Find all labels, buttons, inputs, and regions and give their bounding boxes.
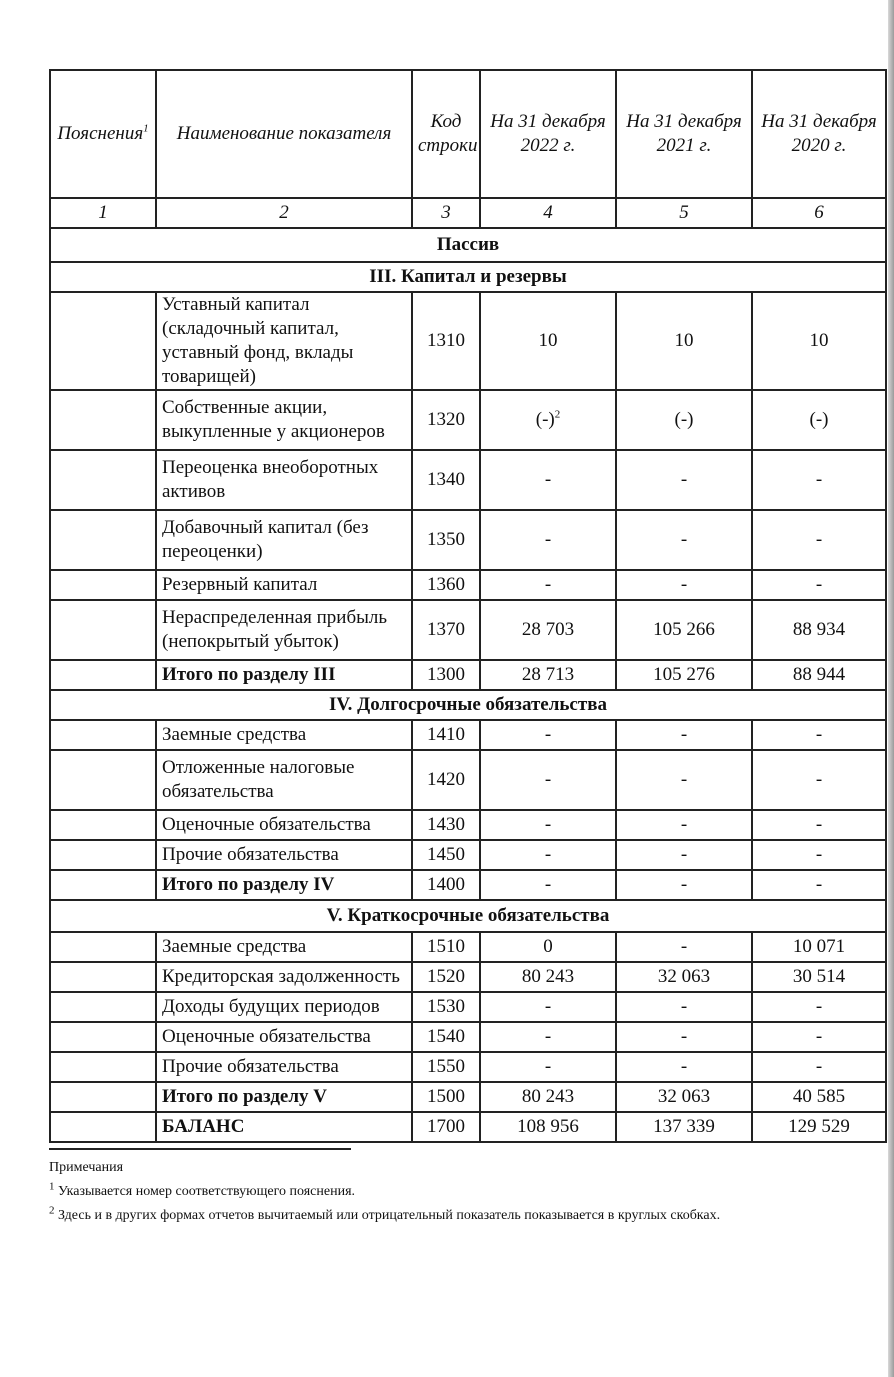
table-row (50, 570, 886, 600)
value-2022: - (480, 450, 616, 510)
table-row (50, 390, 886, 450)
value-2020: - (752, 992, 886, 1022)
value-2021: - (616, 510, 752, 570)
value-2021: - (616, 840, 752, 870)
value-2022: 28 713 (480, 660, 616, 690)
section-heading-row (50, 262, 886, 292)
value-2020: - (752, 450, 886, 510)
passive-title-row (50, 228, 886, 262)
column-numbers-row (50, 198, 886, 228)
row-code: 1540 (412, 1022, 480, 1052)
notes-cell (50, 1082, 156, 1112)
value-2021: 105 266 (616, 600, 752, 660)
column-number: 4 (480, 198, 616, 228)
row-name: Отложенные налоговые обязательства (156, 750, 412, 810)
notes-cell (50, 390, 156, 450)
footnotes (49, 1148, 869, 1228)
footnote-divider (49, 1148, 351, 1150)
table-row (50, 810, 886, 840)
table-row (50, 600, 886, 660)
value-2021: - (616, 810, 752, 840)
value-2022: - (480, 750, 616, 810)
balance-total-row (50, 1112, 886, 1142)
notes-cell (50, 962, 156, 992)
footnote-1: $^1$ Указывается номер соответствующего пояснения. (49, 1180, 356, 1199)
notes-cell (50, 1052, 156, 1082)
row-code: 1310 (412, 292, 480, 390)
value-2020: 88 944 (752, 660, 886, 690)
row-code: 1420 (412, 750, 480, 810)
value-2022: 80 243 (480, 1082, 616, 1112)
column-number: 2 (156, 198, 412, 228)
header-2021: На 31 декабря 2021 г. (616, 70, 752, 198)
notes-cell (50, 510, 156, 570)
value-2021: 105 276 (616, 660, 752, 690)
value-2020: - (752, 840, 886, 870)
row-code: 1410 (412, 720, 480, 750)
header-2022: На 31 декабря 2022 г. (480, 70, 616, 198)
row-name: Добавочный капитал (без переоценки) (156, 510, 412, 570)
total-row (50, 1082, 886, 1112)
notes-cell (50, 810, 156, 840)
column-number: 6 (752, 198, 886, 228)
row-code: 1430 (412, 810, 480, 840)
row-code: 1520 (412, 962, 480, 992)
value-2020: 88 934 (752, 600, 886, 660)
notes-cell (50, 292, 156, 390)
row-name: Итого по разделу V (156, 1082, 412, 1112)
notes-cell (50, 870, 156, 900)
row-name: Уставный капитал (складочный капитал, уставный фонд, вклады товарищей) (156, 292, 412, 390)
value-2022: - (480, 720, 616, 750)
section-iv-title: IV. Долгосрочные обязательства (50, 690, 886, 720)
value-2021: - (616, 750, 752, 810)
value-2021: - (616, 570, 752, 600)
notes-cell (50, 840, 156, 870)
row-name: Заемные средства (156, 720, 412, 750)
value-2022: - (480, 1052, 616, 1082)
row-code: 1400 (412, 870, 480, 900)
table-row (50, 1022, 886, 1052)
row-name: Переоценка внеоборотных активов (156, 450, 412, 510)
value-2021: 137 339 (616, 1112, 752, 1142)
row-code: 1700 (412, 1112, 480, 1142)
row-name: Резервный капитал (156, 570, 412, 600)
value-2020: - (752, 810, 886, 840)
notes-cell (50, 660, 156, 690)
table-row (50, 1052, 886, 1082)
value-2020: 40 585 (752, 1082, 886, 1112)
value-2022: - (480, 510, 616, 570)
footnotes-title: Примечания (49, 1160, 124, 1175)
row-code: 1350 (412, 510, 480, 570)
passive-title: Пассив (50, 228, 886, 262)
value-2021: - (616, 450, 752, 510)
value-2020: - (752, 720, 886, 750)
value-2020: - (752, 750, 886, 810)
row-name: Итого по разделу III (156, 660, 412, 690)
column-number: 1 (50, 198, 156, 228)
row-code: 1450 (412, 840, 480, 870)
value-2022: $(-)^2$ (480, 390, 616, 450)
table-row (50, 510, 886, 570)
value-2021: - (616, 992, 752, 1022)
value-2021: - (616, 870, 752, 900)
notes-cell (50, 450, 156, 510)
row-name: Нераспределенная прибыль (непокрытый убыток) (156, 600, 412, 660)
row-code: 1320 (412, 390, 480, 450)
row-code: 1370 (412, 600, 480, 660)
table-row (50, 720, 886, 750)
value-2021: - (616, 932, 752, 962)
notes-cell (50, 570, 156, 600)
header-2020: На 31 декабря 2020 г. (752, 70, 886, 198)
balance-table (49, 69, 887, 1143)
footnote-2: $^2$ Здесь и в других формах отчетов вычитаемый или отрицательный показатель показывается в круглых скобках. (49, 1204, 721, 1223)
total-row (50, 870, 886, 900)
value-2020: (-) (752, 390, 886, 450)
value-2021: (-) (616, 390, 752, 450)
header-notes: Пояснения$^1$ (50, 70, 156, 198)
value-2020: 30 514 (752, 962, 886, 992)
page-edge (888, 0, 894, 1377)
value-2022: 10 (480, 292, 616, 390)
value-2020: - (752, 870, 886, 900)
section-heading-row (50, 900, 886, 932)
notes-cell (50, 750, 156, 810)
notes-cell (50, 600, 156, 660)
notes-cell (50, 1112, 156, 1142)
row-code: 1530 (412, 992, 480, 1022)
table-row (50, 992, 886, 1022)
header-indicator-name: Наименование показателя (156, 70, 412, 198)
notes-cell (50, 720, 156, 750)
row-code: 1510 (412, 932, 480, 962)
value-2020: 129 529 (752, 1112, 886, 1142)
notes-cell (50, 1022, 156, 1052)
value-2020: - (752, 570, 886, 600)
value-2021: - (616, 720, 752, 750)
table-row (50, 750, 886, 810)
value-2022: 108 956 (480, 1112, 616, 1142)
row-code: 1340 (412, 450, 480, 510)
row-name: Прочие обязательства (156, 1052, 412, 1082)
row-name: Прочие обязательства (156, 840, 412, 870)
value-2021: 32 063 (616, 1082, 752, 1112)
value-2021: 32 063 (616, 962, 752, 992)
value-2020: 10 (752, 292, 886, 390)
value-2020: 10 071 (752, 932, 886, 962)
value-2022: - (480, 992, 616, 1022)
notes-cell (50, 992, 156, 1022)
value-2022: 28 703 (480, 600, 616, 660)
table-row (50, 292, 886, 390)
value-2020: - (752, 1022, 886, 1052)
header-line-code: Код строки (412, 70, 480, 198)
value-2022: - (480, 1022, 616, 1052)
table-header-row (50, 70, 886, 198)
row-name: Итого по разделу IV (156, 870, 412, 900)
value-2020: - (752, 510, 886, 570)
column-number: 5 (616, 198, 752, 228)
row-name: БАЛАНС (156, 1112, 412, 1142)
value-2022: - (480, 810, 616, 840)
row-code: 1360 (412, 570, 480, 600)
table-row (50, 450, 886, 510)
value-2021: 10 (616, 292, 752, 390)
table-row (50, 962, 886, 992)
table-row (50, 840, 886, 870)
value-2022: 0 (480, 932, 616, 962)
column-number: 3 (412, 198, 480, 228)
value-2022: - (480, 870, 616, 900)
value-2021: - (616, 1022, 752, 1052)
value-2020: - (752, 1052, 886, 1082)
value-2022: - (480, 570, 616, 600)
section-heading-row (50, 690, 886, 720)
section-iii-title: III. Капитал и резервы (50, 262, 886, 292)
row-name: Заемные средства (156, 932, 412, 962)
row-code: 1550 (412, 1052, 480, 1082)
value-2021: - (616, 1052, 752, 1082)
row-code: 1300 (412, 660, 480, 690)
section-v-title: V. Краткосрочные обязательства (50, 900, 886, 932)
value-2022: - (480, 840, 616, 870)
value-2022: 80 243 (480, 962, 616, 992)
total-row (50, 660, 886, 690)
row-name: Кредиторская задолженность (156, 962, 412, 992)
row-name: Оценочные обязательства (156, 810, 412, 840)
row-name: Собственные акции, выкупленные у акционеров (156, 390, 412, 450)
row-code: 1500 (412, 1082, 480, 1112)
row-name: Доходы будущих периодов (156, 992, 412, 1022)
notes-cell (50, 932, 156, 962)
table-row (50, 932, 886, 962)
row-name: Оценочные обязательства (156, 1022, 412, 1052)
